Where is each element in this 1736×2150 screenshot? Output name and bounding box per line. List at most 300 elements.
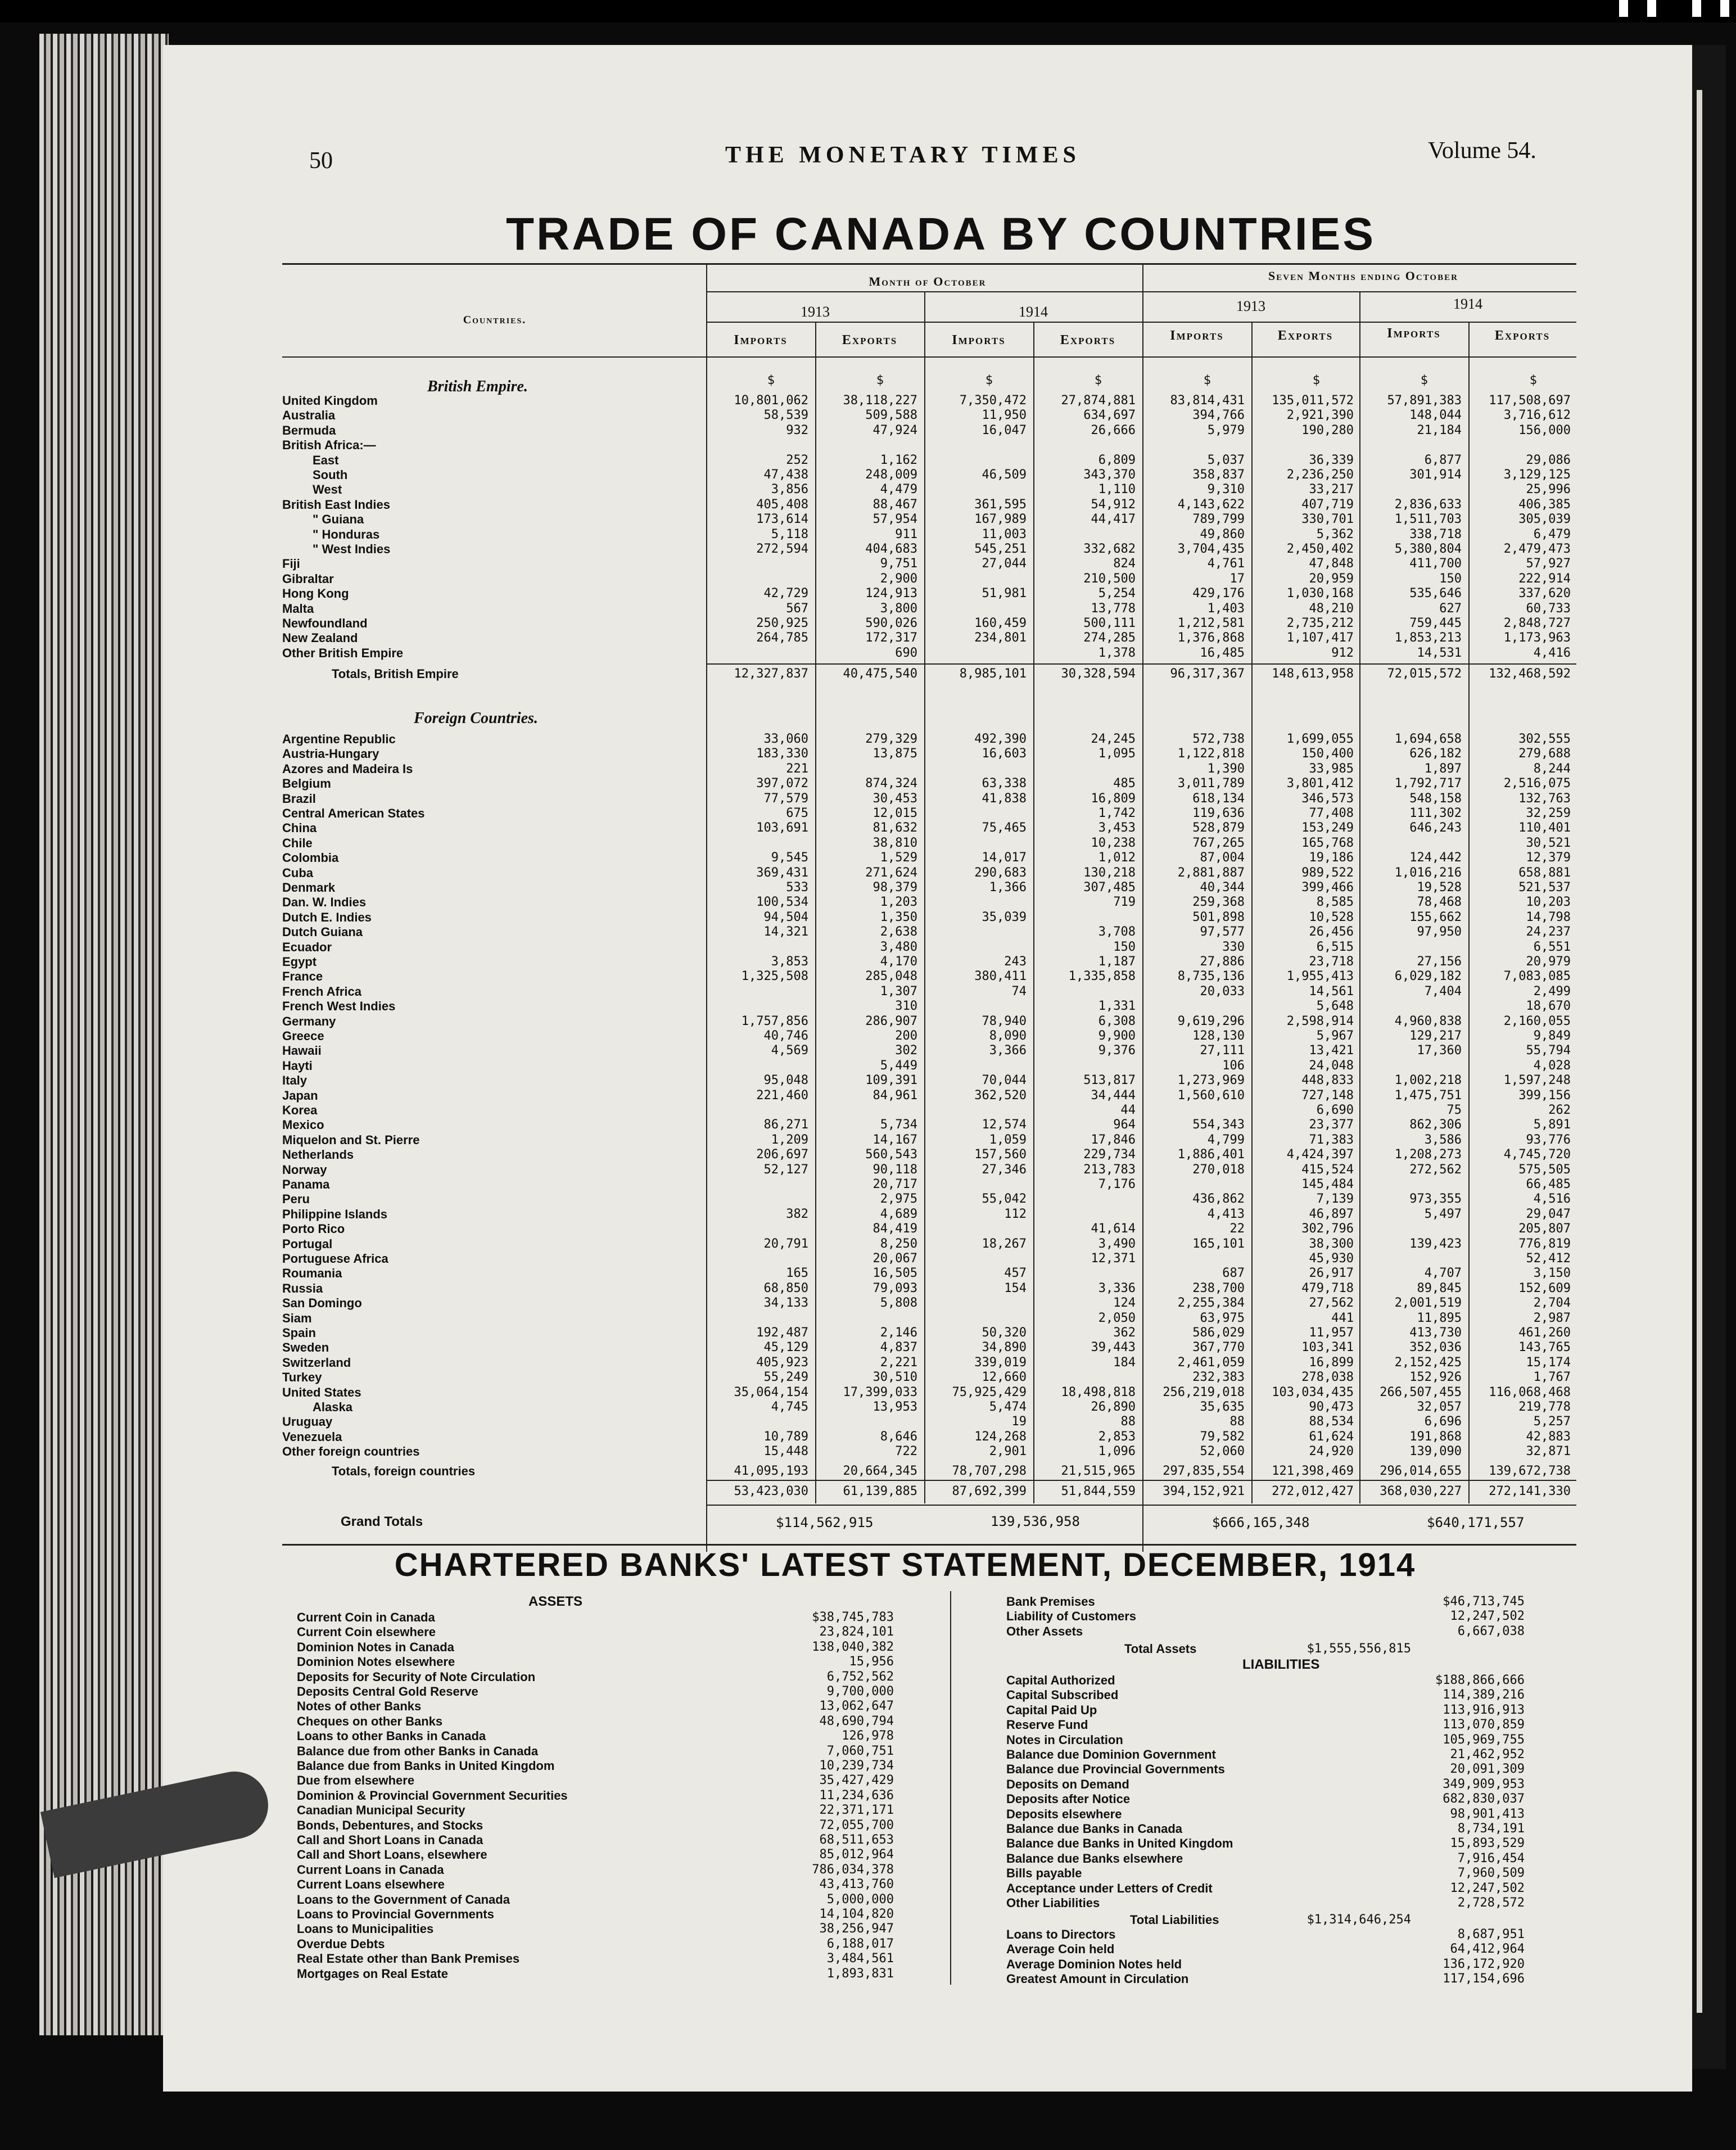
month-1913-imports-value: 1,757,856 (741, 1014, 808, 1028)
seven-1914-imports-value: 152,926 (1409, 1370, 1462, 1385)
seven-1914-imports-combined: 368,030,227 (1380, 1484, 1462, 1498)
seven-1914-imports-value: 129,217 (1409, 1029, 1462, 1043)
country-name: Roumania (282, 1266, 342, 1281)
seven-1914-imports-value: 646,243 (1409, 821, 1462, 835)
month-1914-imports-value: 16,047 (982, 423, 1027, 437)
month-1914-imports-value: 160,459 (974, 616, 1027, 630)
month-1913-imports-value: 40,746 (763, 1029, 808, 1043)
statement-item-label: Balance due Provincial Governments (1006, 1762, 1225, 1777)
month-1914-imports-value: 167,989 (974, 512, 1027, 527)
year-1914-month: 1914 (1019, 304, 1048, 320)
seven-1914-imports-value: 6,877 (1424, 453, 1462, 467)
seven-1913-imports-value: 297,835,554 (1163, 1464, 1245, 1478)
statement-item-value: 117,154,696 (1443, 1972, 1525, 1986)
country-name: Miquelon and St. Pierre (282, 1132, 420, 1147)
month-1913-exports-value: 9,751 (880, 557, 917, 571)
month-1913-imports-value: 192,487 (756, 1326, 808, 1340)
country-row (0, 602, 1736, 616)
country-row (0, 453, 1736, 468)
statement-item-label: Dominion Notes in Canada (297, 1639, 454, 1654)
country-name: Ecuador (282, 940, 332, 954)
month-1914-exports-value: 6,809 (1098, 453, 1136, 467)
country-row (0, 1266, 1736, 1281)
month-1914-imports-value: 124,268 (974, 1429, 1027, 1444)
country-name: Hong Kong (282, 586, 349, 601)
country-name: Central American States (282, 806, 425, 820)
seven-1913-exports-value: 24,920 (1309, 1444, 1354, 1459)
seven-1914-imports-value: 338,718 (1409, 527, 1462, 541)
country-row (0, 527, 1736, 542)
country-row (0, 806, 1736, 821)
month-1913-exports-value: 248,009 (865, 468, 917, 482)
seven-1913-exports-value: 71,383 (1309, 1132, 1354, 1147)
statement-item-value: 85,012,964 (819, 1848, 894, 1862)
seven-1914-imports-value: 11,895 (1417, 1311, 1462, 1325)
seven-1913-exports-value: 5,648 (1316, 999, 1354, 1014)
month-1913-imports-value: 55,249 (763, 1370, 808, 1385)
month-1914-imports-value: 41,838 (982, 791, 1027, 806)
seven-1914-imports-value: 759,445 (1409, 616, 1462, 630)
statement-item-value: 682,830,037 (1443, 1792, 1525, 1806)
seven-1914-imports-value: 5,380,804 (1394, 542, 1462, 556)
statement-item-value: 349,909,953 (1443, 1777, 1525, 1791)
grand-total-month-1913: $114,562,915 (776, 1515, 874, 1530)
statement-item-label: Real Estate other than Bank Premises (297, 1952, 520, 1966)
country-row (0, 498, 1736, 512)
seven-1913-imports-value: 83,814,431 (1170, 394, 1245, 408)
seven-1914-imports-value: 150 (1439, 571, 1462, 586)
seven-1914-exports-value: 205,807 (1518, 1222, 1571, 1236)
statement-item-value: 68,511,653 (819, 1833, 894, 1847)
seven-1913-imports-value: 330 (1222, 940, 1245, 954)
month-1913-imports-value: 221 (786, 761, 808, 776)
country-row (0, 1207, 1736, 1222)
seven-1913-exports-value: 135,011,572 (1272, 394, 1354, 408)
country-row (0, 955, 1736, 969)
statement-item-value: 64,412,964 (1450, 1942, 1525, 1957)
month-1914-exports-value: 21,515,965 (1061, 1464, 1136, 1478)
currency-symbol: $ (767, 373, 775, 387)
month-1914-exports-value: 343,370 (1083, 468, 1136, 482)
month-1914-exports-value: 26,666 (1091, 423, 1136, 437)
seven-1913-exports-value: 90,473 (1309, 1400, 1354, 1414)
month-1913-exports-value: 81,632 (872, 821, 917, 835)
seven-1913-imports-value: 52,060 (1200, 1444, 1245, 1459)
month-1913-exports-value: 79,093 (872, 1281, 917, 1295)
seven-1913-exports-value: 278,038 (1301, 1370, 1354, 1385)
seven-1913-exports-value: 27,562 (1309, 1296, 1354, 1311)
seven-1913-imports-value: 165,101 (1192, 1236, 1245, 1251)
seven-1913-exports-value: 121,398,469 (1272, 1464, 1354, 1478)
seven-1914-exports-value: 5,891 (1533, 1118, 1571, 1132)
statement-item-label: Loans to Municipalities (297, 1922, 434, 1936)
seven-1914-imports-value: 17,360 (1417, 1044, 1462, 1058)
seven-1913-exports-value: 5,967 (1316, 1029, 1354, 1043)
month-1914-exports-value: 210,500 (1083, 571, 1136, 586)
month-1914-exports-value: 307,485 (1083, 880, 1136, 895)
month-1914-imports-value: 380,411 (974, 969, 1027, 984)
month-1913-imports-value: 533 (786, 880, 808, 895)
month-1913-imports-value: 264,785 (756, 631, 808, 645)
country-name: " Guiana (313, 512, 364, 527)
month-1914-imports-value: 7,350,472 (959, 394, 1027, 408)
seven-1914-imports-value: 272,562 (1409, 1162, 1462, 1177)
statement-item-label: Deposits after Notice (1006, 1792, 1131, 1806)
seven-1914-exports-value: 25,996 (1526, 482, 1571, 497)
seven-1913-exports-value: 45,930 (1309, 1252, 1354, 1266)
seven-1913-imports-value: 128,130 (1192, 1029, 1245, 1043)
statement-item-value: 6,752,562 (826, 1669, 894, 1684)
country-row (0, 836, 1736, 851)
month-1913-exports-value: 4,170 (880, 955, 917, 969)
seven-1913-imports-value: 528,879 (1192, 821, 1245, 835)
totals-rule (706, 663, 1576, 665)
statement-item-label: Canadian Municipal Security (297, 1803, 465, 1818)
seven-1914-exports-value: 2,704 (1533, 1296, 1571, 1311)
seven-1914-exports-value: 305,039 (1518, 512, 1571, 527)
month-1913-exports-value: 2,146 (880, 1326, 917, 1340)
country-name: Colombia (282, 851, 339, 865)
volume-label: Volume 54. (1428, 138, 1536, 164)
month-1913-imports-value: 9,545 (771, 851, 808, 865)
month-1914-exports-value: 824 (1113, 557, 1136, 571)
statement-item-value: 3,484,561 (826, 1952, 894, 1966)
month-1913-exports-value: 13,875 (872, 747, 917, 761)
month-1913-imports-value: 15,448 (763, 1444, 808, 1459)
month-1914-imports-value: 19 (1011, 1415, 1027, 1429)
statement-item-label: Bills payable (1006, 1866, 1082, 1881)
month-1913-imports-value: 3,856 (771, 482, 808, 497)
month-1914-imports-value: 154 (1004, 1281, 1027, 1295)
seven-1914-imports-value: 32,057 (1417, 1400, 1462, 1414)
seven-1914-imports-value: 296,014,655 (1380, 1464, 1462, 1478)
month-1914-imports-value: 27,044 (982, 557, 1027, 571)
country-row (0, 408, 1736, 423)
month-1914-exports-value: 1,742 (1098, 806, 1136, 820)
seven-1914-imports-value: 155,662 (1409, 910, 1462, 924)
seven-1914-imports-value: 75 (1446, 1103, 1462, 1117)
seven-1914-imports-value: 139,423 (1409, 1236, 1462, 1251)
month-1913-exports-value: 1,350 (880, 910, 917, 924)
grand-totals-label: Grand Totals (341, 1515, 423, 1529)
country-name: West (313, 482, 342, 497)
seven-1914-exports-value: 32,259 (1526, 806, 1571, 820)
month-1914-exports-value: 30,328,594 (1061, 667, 1136, 681)
seven-1914-exports-value: 1,597,248 (1503, 1073, 1571, 1088)
country-row (0, 1118, 1736, 1132)
seven-1914-imports-value: 301,914 (1409, 468, 1462, 482)
statement-item-label: Loans to Provincial Governments (297, 1907, 494, 1921)
seven-1913-imports-value: 2,255,384 (1177, 1296, 1245, 1311)
statement-item-value: 20,091,309 (1450, 1762, 1525, 1777)
seven-1913-imports-value: 17 (1229, 571, 1245, 586)
seven-1914-exports-value: 52,412 (1526, 1252, 1571, 1266)
country-name: Denmark (282, 880, 336, 895)
currency-symbol: $ (1094, 373, 1102, 387)
seven-1913-exports-value: 16,899 (1309, 1355, 1354, 1370)
table-top-rule (282, 263, 1576, 265)
country-name: Hayti (282, 1058, 313, 1073)
country-name: China (282, 821, 317, 835)
seven-1914-imports-value: 862,306 (1409, 1118, 1462, 1132)
month-1913-exports-value: 90,118 (872, 1162, 917, 1177)
statement-item-label: Liability of Customers (1006, 1609, 1137, 1624)
month-1913-exports-value: 8,250 (880, 1236, 917, 1251)
seven-1914-exports-value: 139,672,738 (1489, 1464, 1571, 1478)
month-1914-imports-combined: 87,692,399 (952, 1484, 1027, 1498)
month-1913-imports-value: 12,327,837 (734, 667, 808, 681)
seven-1913-exports-value: 145,484 (1301, 1177, 1354, 1191)
month-1913-exports-value: 124,913 (865, 586, 917, 601)
seven-1914-exports-value: 2,160,055 (1503, 1014, 1571, 1028)
seven-1913-imports-value: 429,176 (1192, 586, 1245, 601)
seven-1913-exports-value: 33,217 (1309, 482, 1354, 497)
month-1913-exports-value: 286,907 (865, 1014, 917, 1028)
seven-1913-exports-value: 1,699,055 (1286, 732, 1354, 746)
seven-1914-imports-value: 1,897 (1424, 761, 1462, 776)
seven-1914-exports-value: 156,000 (1518, 423, 1571, 437)
imports-header: Imports (1387, 326, 1441, 341)
month-1914-exports-value: 34,444 (1091, 1088, 1136, 1103)
seven-1914-exports-value: 461,260 (1518, 1326, 1571, 1340)
month-1913-exports-value: 17,399,033 (843, 1385, 917, 1399)
currency-symbol: $ (1420, 373, 1428, 387)
country-name: Mexico (282, 1118, 324, 1132)
month-1913-exports-value: 722 (895, 1444, 917, 1459)
seven-1913-imports-value: 4,761 (1207, 557, 1245, 571)
seven-1913-imports-value: 238,700 (1192, 1281, 1245, 1295)
seven-1914-exports-value: 15,174 (1526, 1355, 1571, 1370)
month-1913-imports-value: 567 (786, 601, 808, 616)
seven-1913-exports-value: 153,249 (1301, 821, 1354, 835)
seven-1914-exports-value: 6,479 (1533, 527, 1571, 541)
country-name: Azores and Madeira Is (282, 761, 413, 776)
seven-1914-exports-value: 132,763 (1518, 791, 1571, 806)
statement-item-value: 7,060,751 (826, 1744, 894, 1758)
section-divider (282, 1544, 1576, 1546)
seven-1914-exports-value: 262 (1548, 1103, 1571, 1117)
month-1914-exports-value: 9,376 (1098, 1044, 1136, 1058)
seven-1914-exports-value: 1,767 (1533, 1370, 1571, 1385)
statement-item-label: Average Coin held (1006, 1942, 1115, 1957)
month-1913-imports-value: 95,048 (763, 1073, 808, 1088)
total-liabilities-value: $1,314,646,254 (1306, 1913, 1411, 1927)
seven-1914-exports-value: 7,083,085 (1503, 969, 1571, 984)
month-1914-imports-value: 112 (1004, 1207, 1027, 1221)
month-1914-exports-value: 54,912 (1091, 497, 1136, 512)
seven-1913-exports-value: 7,139 (1316, 1192, 1354, 1207)
month-1914-imports-value: 27,346 (982, 1162, 1027, 1177)
statement-item-value: $38,745,783 (812, 1610, 894, 1624)
seven-1914-imports-value: 3,586 (1424, 1132, 1462, 1147)
country-row (0, 631, 1736, 645)
seven-1913-exports-value: 479,718 (1301, 1281, 1354, 1295)
seven-1914-exports-value: 30,521 (1526, 835, 1571, 850)
month-1914-exports-value: 18,498,818 (1061, 1385, 1136, 1399)
country-row (0, 851, 1736, 865)
month-1914-exports-value: 332,682 (1083, 542, 1136, 556)
month-1914-exports-value: 17,846 (1091, 1132, 1136, 1147)
month-1913-imports-value: 68,850 (763, 1281, 808, 1295)
seven-1913-exports-value: 1,107,417 (1286, 631, 1354, 645)
statement-item-value: 38,256,947 (819, 1922, 894, 1936)
seven-1913-imports-value: 358,837 (1192, 468, 1245, 482)
country-name: Egypt (282, 955, 317, 969)
month-1913-exports-value: 14,167 (872, 1132, 917, 1147)
statement-item-label: Other Liabilities (1006, 1896, 1100, 1910)
country-name: Switzerland (282, 1355, 351, 1370)
country-row (0, 1088, 1736, 1103)
statement-item-value: 15,893,529 (1450, 1836, 1525, 1851)
seven-1914-exports-value: 3,129,125 (1503, 468, 1571, 482)
month-1914-imports-value: 78,707,298 (952, 1464, 1027, 1478)
month-1913-imports-value: 33,060 (763, 732, 808, 746)
month-1914-imports-value: 34,890 (982, 1340, 1027, 1355)
country-name: Cuba (282, 865, 313, 880)
month-1913-exports-value: 5,734 (880, 1118, 917, 1132)
seven-1914-imports-value: 4,960,838 (1394, 1014, 1462, 1028)
month-1914-imports-value: 545,251 (974, 542, 1027, 556)
banks-statement-title: CHARTERED BANKS' LATEST STATEMENT, DECEMBER, 1914 (394, 1547, 1416, 1583)
seven-1913-exports-value: 61,624 (1309, 1429, 1354, 1444)
seven-1913-exports-value: 441 (1331, 1311, 1354, 1325)
country-row (0, 732, 1736, 747)
month-1913-exports-value: 98,379 (872, 880, 917, 895)
seven-1913-imports-value: 9,310 (1207, 482, 1245, 497)
country-row (0, 792, 1736, 806)
seven-1914-imports-value: 78,468 (1417, 895, 1462, 910)
seven-1913-imports-value: 27,111 (1200, 1044, 1245, 1058)
seven-1914-imports-value: 627 (1439, 601, 1462, 616)
month-1914-imports-value: 11,950 (982, 408, 1027, 423)
statement-item-label: Dominion & Provincial Government Securities (297, 1788, 568, 1803)
month-1913-exports-value: 5,449 (880, 1058, 917, 1073)
country-row (0, 394, 1736, 408)
month-1914-imports-value: 75,465 (982, 821, 1027, 835)
seven-1913-imports-value: 96,317,367 (1170, 667, 1245, 681)
country-name: Dan. W. Indies (282, 895, 367, 910)
statement-item-label: Call and Short Loans, elsewhere (297, 1848, 487, 1862)
seven-1913-exports-value: 14,561 (1309, 984, 1354, 999)
month-1914-exports-value: 41,614 (1091, 1222, 1136, 1236)
month-1913-exports-value: 2,975 (880, 1192, 917, 1207)
imports-header: Imports (734, 333, 788, 347)
seven-1913-exports-value: 2,598,914 (1286, 1014, 1354, 1028)
seven-1913-imports-value: 97,577 (1200, 925, 1245, 940)
seven-1914-imports-value: 148,044 (1409, 408, 1462, 423)
seven-1914-exports-value: 116,068,468 (1489, 1385, 1571, 1399)
statement-item-label: Loans to the Government of Canada (297, 1892, 510, 1907)
seven-1914-imports-value: 1,511,703 (1394, 512, 1462, 527)
country-row (0, 1430, 1736, 1444)
seven-1914-imports-value: 72,015,572 (1387, 667, 1462, 681)
month-1914-exports-value: 3,453 (1098, 821, 1136, 835)
month-1913-imports-value: 5,118 (771, 527, 808, 541)
seven-1914-exports-value: 24,237 (1526, 925, 1571, 940)
statement-item-value: 12,247,502 (1450, 1881, 1525, 1895)
statement-item-label: Current Loans elsewhere (297, 1877, 445, 1892)
country-row (0, 1400, 1736, 1415)
month-1913-exports-value: 4,689 (880, 1207, 917, 1221)
month-1913-imports-value: 34,133 (763, 1296, 808, 1311)
country-row (0, 1192, 1736, 1207)
seven-1913-imports-value: 5,037 (1207, 453, 1245, 467)
month-1913-exports-value: 13,953 (872, 1400, 917, 1414)
seven-1913-exports-value: 23,718 (1309, 955, 1354, 969)
statement-item-value: 35,427,429 (819, 1773, 894, 1788)
country-row (0, 1163, 1736, 1177)
country-row (0, 1029, 1736, 1044)
seven-1913-exports-value: 24,048 (1309, 1058, 1354, 1073)
statement-item-label: Capital Authorized (1006, 1673, 1115, 1687)
month-1914-exports-value: 1,110 (1098, 482, 1136, 497)
seven-1914-exports-value: 302,555 (1518, 732, 1571, 746)
seven-1914-exports-value: 575,505 (1518, 1162, 1571, 1177)
statement-item-value: $46,713,745 (1443, 1595, 1525, 1609)
country-row (0, 776, 1736, 791)
country-row (0, 866, 1736, 880)
seven-1914-imports-value: 19,528 (1417, 880, 1462, 895)
seven-1913-exports-value: 330,701 (1301, 512, 1354, 527)
country-name: Spain (282, 1326, 316, 1340)
statement-item-value: 8,734,191 (1457, 1822, 1525, 1836)
country-name: " Honduras (313, 527, 380, 541)
month-1913-exports-value: 30,510 (872, 1370, 917, 1385)
seven-1913-exports-value: 302,796 (1301, 1222, 1354, 1236)
month-1914-exports-value: 3,490 (1098, 1236, 1136, 1251)
month-1913-imports-value: 100,534 (756, 895, 808, 910)
month-1913-exports-value: 40,475,540 (843, 667, 917, 681)
seven-1914-exports-value: 29,047 (1526, 1207, 1571, 1221)
seven-1913-exports-value: 103,034,435 (1272, 1385, 1354, 1399)
month-1914-exports-value: 12,371 (1091, 1252, 1136, 1266)
page-title: TRADE OF CANADA BY COUNTRIES (506, 209, 1376, 260)
header-rule (706, 291, 1576, 292)
month-1913-exports-value: 302 (895, 1044, 917, 1058)
seven-1913-exports-value: 727,148 (1301, 1088, 1354, 1103)
seven-1913-imports-value: 618,134 (1192, 791, 1245, 806)
binding-hole (1692, 0, 1701, 17)
month-1913-imports-value: 45,129 (763, 1340, 808, 1355)
seven-1913-exports-value: 912 (1331, 645, 1354, 660)
country-row (0, 1014, 1736, 1029)
country-row (0, 940, 1736, 955)
total-assets-value: $1,555,556,815 (1306, 1642, 1411, 1656)
seven-1914-exports-value: 222,914 (1518, 571, 1571, 586)
statement-item-label: Current Coin in Canada (297, 1610, 435, 1624)
country-row (0, 1356, 1736, 1370)
month-1913-exports-value: 38,118,227 (843, 394, 917, 408)
statement-item-value: 5,000,000 (826, 1892, 894, 1907)
country-row (0, 1133, 1736, 1148)
seven-1914-exports-value: 3,716,612 (1503, 408, 1571, 423)
seven-1913-exports-value: 1,030,168 (1286, 586, 1354, 601)
statement-item-value: 6,667,038 (1457, 1624, 1525, 1638)
month-1913-imports-value: 250,925 (756, 616, 808, 630)
seven-1913-imports-value: 4,413 (1207, 1207, 1245, 1221)
statement-item-value: 12,247,502 (1450, 1609, 1525, 1624)
grand-brace-rule (706, 1505, 1576, 1506)
month-1913-exports-value: 57,954 (872, 512, 917, 527)
month-1914-exports-value: 10,238 (1091, 835, 1136, 850)
statement-item-label: Due from elsewhere (297, 1773, 415, 1788)
seven-1913-imports-value: 119,636 (1192, 806, 1245, 820)
month-1914-exports-value: 150 (1113, 940, 1136, 954)
seven-1914-exports-value: 2,499 (1533, 984, 1571, 999)
seven-1914-exports-value: 57,927 (1526, 557, 1571, 571)
seven-1913-imports-value: 1,560,610 (1177, 1088, 1245, 1103)
seven-1914-exports-value: 5,257 (1533, 1415, 1571, 1429)
